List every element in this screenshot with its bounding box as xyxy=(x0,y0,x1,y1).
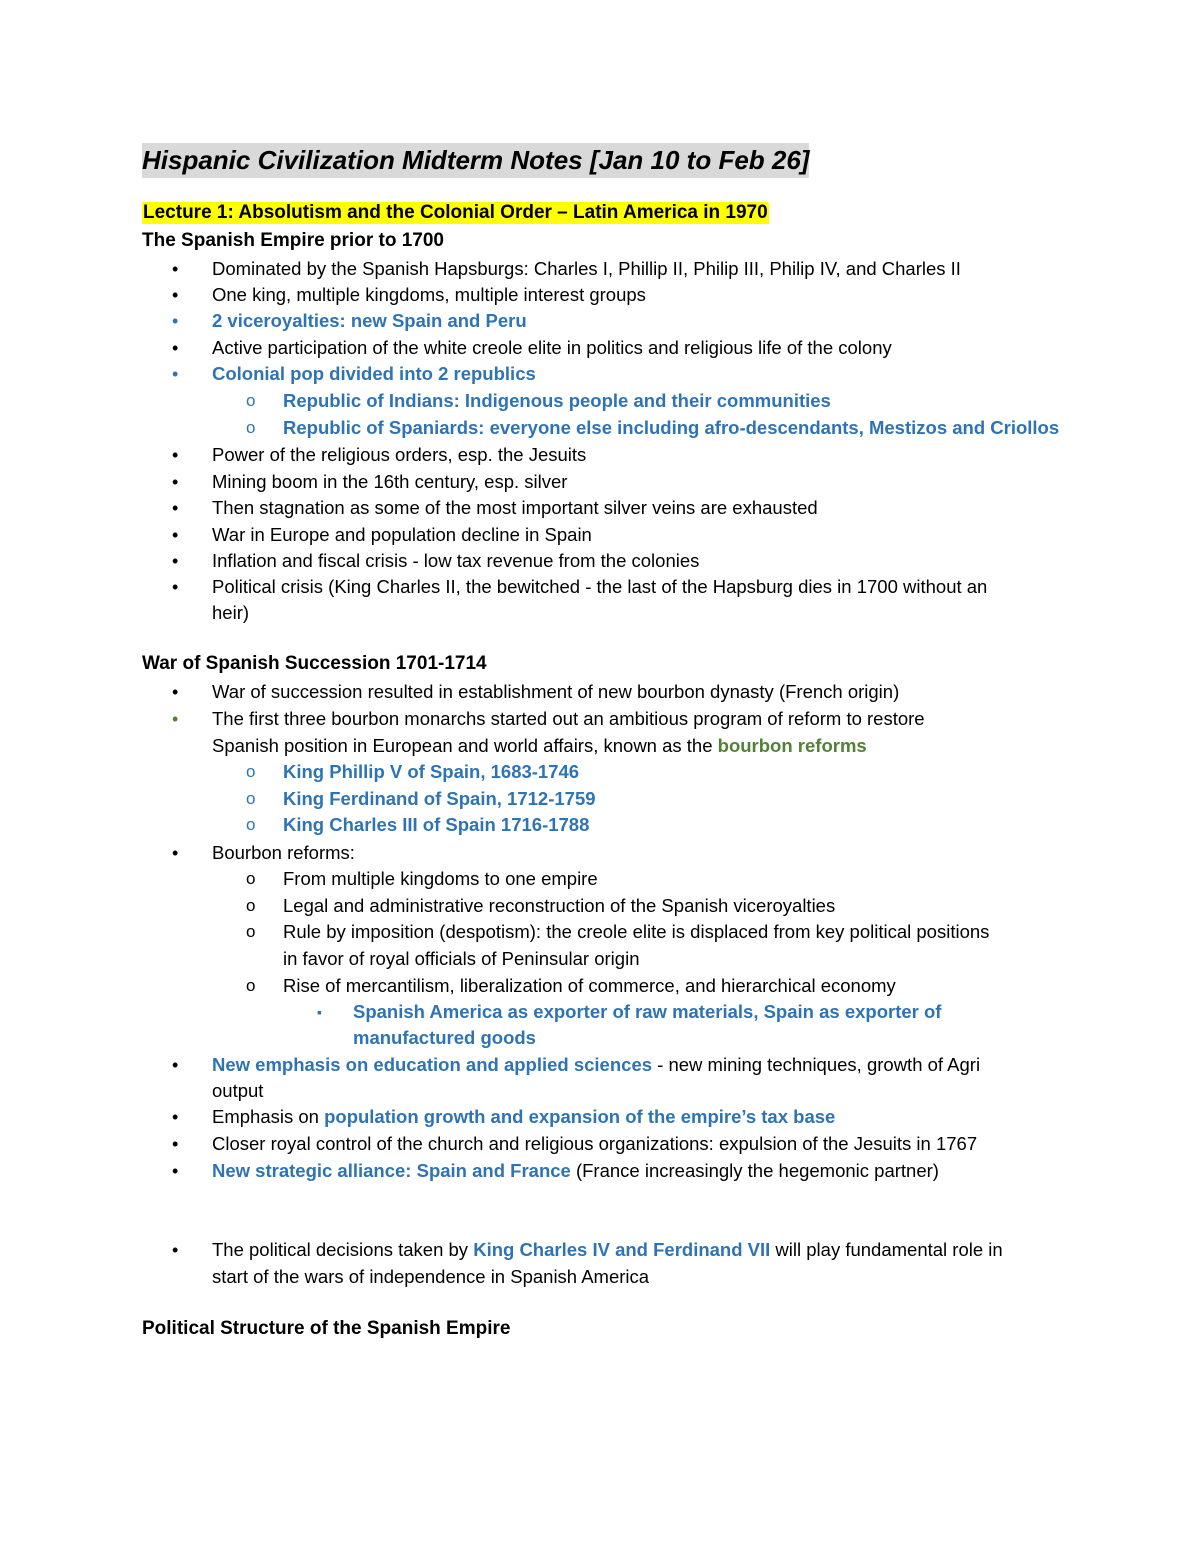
list-item: Political crisis (King Charles II, the bewitched - the last of the Hapsburg dies in 1700 without an xyxy=(212,576,988,597)
list-item: War in Europe and population decline in Spain xyxy=(212,524,592,545)
sub-bullet-marker: o xyxy=(246,815,256,834)
list-item: The first three bourbon monarchs started out an ambitious program of reform to restore xyxy=(212,708,925,729)
list-item: King Ferdinand of Spain, 1712-1759 xyxy=(283,788,596,809)
list-item-continuation: heir) xyxy=(212,602,250,623)
list-item: King Phillip V of Spain, 1683-1746 xyxy=(283,761,580,782)
list-item-continuation xyxy=(212,733,867,759)
list-item xyxy=(212,1158,939,1184)
sub-bullet-marker: o xyxy=(246,762,256,781)
section-heading-war-of-succession: War of Spanish Succession 1701-1714 xyxy=(142,653,487,674)
highlight-text: bourbon reforms xyxy=(717,735,867,756)
bullet-marker: • xyxy=(172,1134,179,1154)
list-item-continuation: manufactured goods xyxy=(353,1027,536,1048)
list-item xyxy=(212,1237,1003,1263)
bullet-marker: • xyxy=(172,709,179,729)
list-item xyxy=(212,1104,835,1130)
text-run: Emphasis on xyxy=(212,1106,325,1127)
bullet-marker: • xyxy=(172,445,179,465)
list-item: One king, multiple kingdoms, multiple interest groups xyxy=(212,284,646,305)
list-item: 2 viceroyalties: new Spain and Peru xyxy=(212,310,527,331)
section-heading-political-structure: Political Structure of the Spanish Empire xyxy=(142,1318,511,1339)
sub-bullet-marker: o xyxy=(246,922,256,941)
bullet-marker: • xyxy=(172,259,179,279)
list-item: Republic of Spaniards: everyone else including afro-descendants, Mestizos and Criollos xyxy=(283,417,1060,438)
bullet-marker: • xyxy=(172,682,179,702)
list-item xyxy=(212,1052,980,1078)
text-run: Spanish position in European and world affairs, known as the xyxy=(212,735,718,756)
bullet-marker: • xyxy=(172,472,179,492)
bullet-marker: • xyxy=(172,577,179,597)
list-item: Bourbon reforms: xyxy=(212,842,355,863)
list-item-continuation: in favor of royal officials of Peninsular origin xyxy=(283,948,640,969)
list-item: Legal and administrative reconstruction of the Spanish viceroyalties xyxy=(283,895,836,916)
list-item: Power of the religious orders, esp. the Jesuits xyxy=(212,444,587,465)
document-title: Hispanic Civilization Midterm Notes [Jan 10 to Feb 26] xyxy=(142,143,809,178)
list-item-continuation: output xyxy=(212,1080,264,1101)
text-run: (France increasingly the hegemonic partner) xyxy=(570,1160,939,1181)
bullet-marker: • xyxy=(172,498,179,518)
bullet-marker: • xyxy=(172,1055,179,1075)
text-run: The political decisions taken by xyxy=(212,1239,474,1260)
sub-bullet-marker: o xyxy=(246,976,256,995)
list-item: Closer royal control of the church and religious organizations: expulsion of the Jesuits in 1767 xyxy=(212,1133,978,1154)
bullet-marker: • xyxy=(172,525,179,545)
bullet-marker: • xyxy=(172,364,179,384)
bullet-marker: • xyxy=(172,311,179,331)
sub-bullet-marker: o xyxy=(246,418,256,437)
text-run: will play fundamental role in xyxy=(770,1239,1003,1260)
sub-bullet-marker: o xyxy=(246,391,256,410)
list-item: Mining boom in the 16th century, esp. silver xyxy=(212,471,568,492)
bullet-marker: • xyxy=(172,338,179,358)
sub-bullet-marker: o xyxy=(246,869,256,888)
highlight-text: population growth and expansion of the empire’s tax base xyxy=(324,1106,836,1127)
list-item: Spanish America as exporter of raw materials, Spain as exporter of xyxy=(353,1001,942,1022)
list-item: War of succession resulted in establishment of new bourbon dynasty (French origin) xyxy=(212,681,900,702)
list-item-continuation: start of the wars of independence in Spanish America xyxy=(212,1266,650,1287)
list-item: Rise of mercantilism, liberalization of commerce, and hierarchical economy xyxy=(283,975,896,996)
list-item: Colonial pop divided into 2 republics xyxy=(212,363,536,384)
list-item: Then stagnation as some of the most important silver veins are exhausted xyxy=(212,497,818,518)
highlight-text: New strategic alliance: Spain and France xyxy=(212,1160,571,1181)
lecture-heading: Lecture 1: Absolutism and the Colonial Order – Latin America in 1970 xyxy=(143,202,768,223)
list-item: From multiple kingdoms to one empire xyxy=(283,868,598,889)
text-run: - new mining techniques, growth of Agri xyxy=(652,1054,981,1075)
sub-bullet-marker: o xyxy=(246,896,256,915)
section-heading-spanish-empire: The Spanish Empire prior to 1700 xyxy=(142,230,444,251)
bullet-marker: • xyxy=(172,285,179,305)
list-item: King Charles III of Spain 1716-1788 xyxy=(283,814,590,835)
bullet-marker: • xyxy=(172,843,179,863)
bullet-marker: • xyxy=(172,1161,179,1181)
sub-bullet-marker: o xyxy=(246,789,256,808)
list-item: Rule by imposition (despotism): the creole elite is displaced from key political positions xyxy=(283,921,990,942)
bullet-marker: • xyxy=(172,1240,179,1260)
list-item: Republic of Indians: Indigenous people and their communities xyxy=(283,390,831,411)
highlight-text: New emphasis on education and applied sciences xyxy=(212,1054,653,1075)
list-item: Active participation of the white creole elite in politics and religious life of the colony xyxy=(212,337,892,358)
list-item: Dominated by the Spanish Hapsburgs: Charles I, Phillip II, Philip III, Philip IV, and Charles II xyxy=(212,258,961,279)
square-bullet-marker: ▪ xyxy=(317,1004,322,1020)
list-item: Inflation and fiscal crisis - low tax revenue from the colonies xyxy=(212,550,700,571)
highlight-text: King Charles IV and Ferdinand VII xyxy=(473,1239,771,1260)
bullet-marker: • xyxy=(172,551,179,571)
bullet-marker: • xyxy=(172,1107,179,1127)
